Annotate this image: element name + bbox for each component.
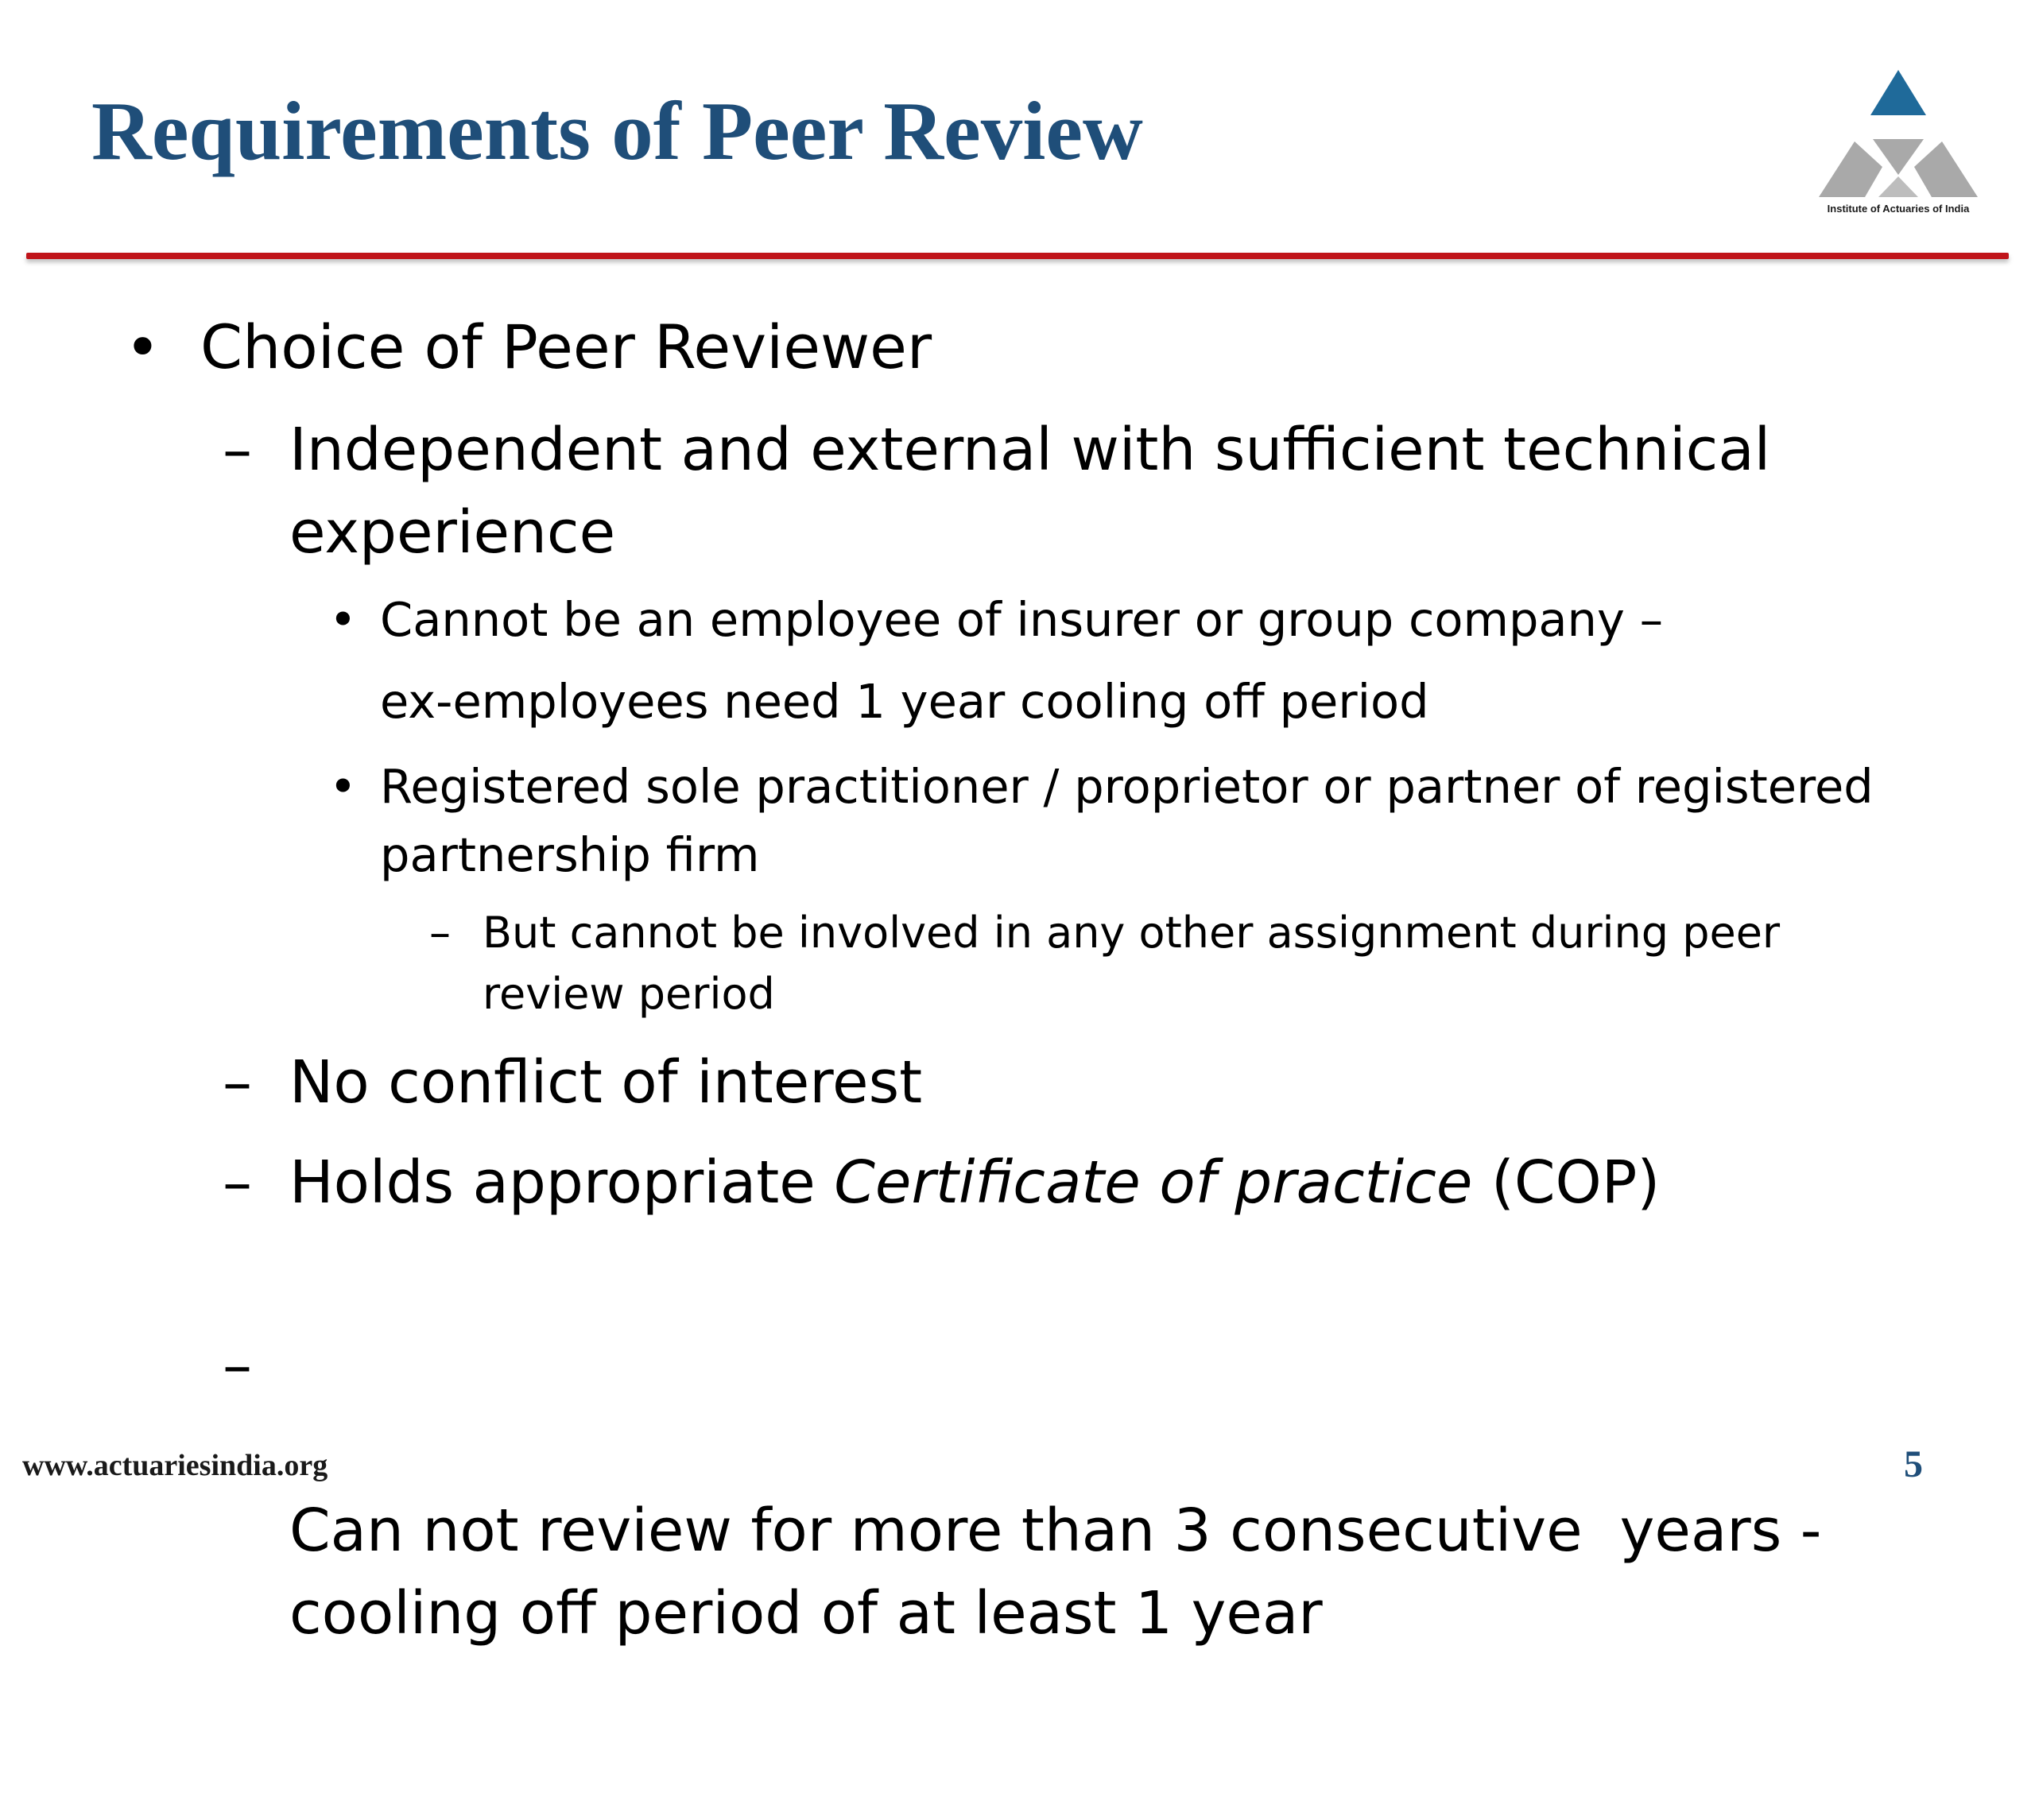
- bullet-text-italic: Certificate of practice: [834, 1148, 1473, 1217]
- slide-title: Requirements of Peer Review: [91, 84, 1143, 177]
- sub-bullet-holds-cop: [223, 1141, 1839, 1224]
- sub-sub-bullet-cannot-be-employee: [329, 579, 1890, 742]
- dash-marker: –: [223, 1148, 252, 1217]
- bullet-text: [289, 1141, 1839, 1224]
- sub-bullet-can-not-review: [223, 1241, 1841, 1820]
- dash-marker: –: [429, 908, 451, 958]
- bullet-choice-of-peer-reviewer: [125, 306, 932, 389]
- bullet-text: Independent and external with sufficient technical experience: [289, 416, 1771, 567]
- bullet-text: Can not review for more than 3 consecutive years - cooling off period of at least 1 year: [289, 1497, 1841, 1648]
- page-number: 5: [1904, 1443, 1923, 1485]
- footer-url: www.actuariesindia.org: [22, 1449, 328, 1482]
- bullet-text: Registered sole practitioner / proprietor or partner of registered partnership firm: [380, 759, 1874, 882]
- bullet-text: But cannot be involved in any other assignment during peer review period: [483, 908, 1781, 1019]
- bullet-text: Choice of Peer Reviewer: [200, 312, 932, 382]
- logo-caption: Institute of Actuaries of India: [1827, 203, 1970, 215]
- sub-sub-sub-bullet-but-cannot: [429, 902, 1897, 1024]
- sub-sub-bullet-registered: [329, 753, 1890, 889]
- bullet-marker: •: [329, 592, 357, 647]
- dash-marker: –: [223, 1048, 252, 1117]
- bullet-text: Cannot be an employee of insurer or group company –: [380, 592, 1664, 647]
- bullet-text-plain: Holds appropriate: [289, 1148, 835, 1217]
- sub-bullet-no-conflict: [223, 1041, 1839, 1124]
- bullet-marker: •: [329, 759, 357, 814]
- bullet-text: No conflict of interest: [289, 1048, 923, 1117]
- sub-bullet-independent: [223, 409, 1839, 574]
- dash-marker: –: [223, 416, 252, 484]
- dash-marker: –: [223, 1331, 252, 1400]
- bullet-text-continuation: ex-employees need 1 year cooling off period: [380, 674, 1429, 729]
- bullet-marker: •: [125, 312, 161, 382]
- bullet-text-suffix: (COP): [1472, 1148, 1661, 1217]
